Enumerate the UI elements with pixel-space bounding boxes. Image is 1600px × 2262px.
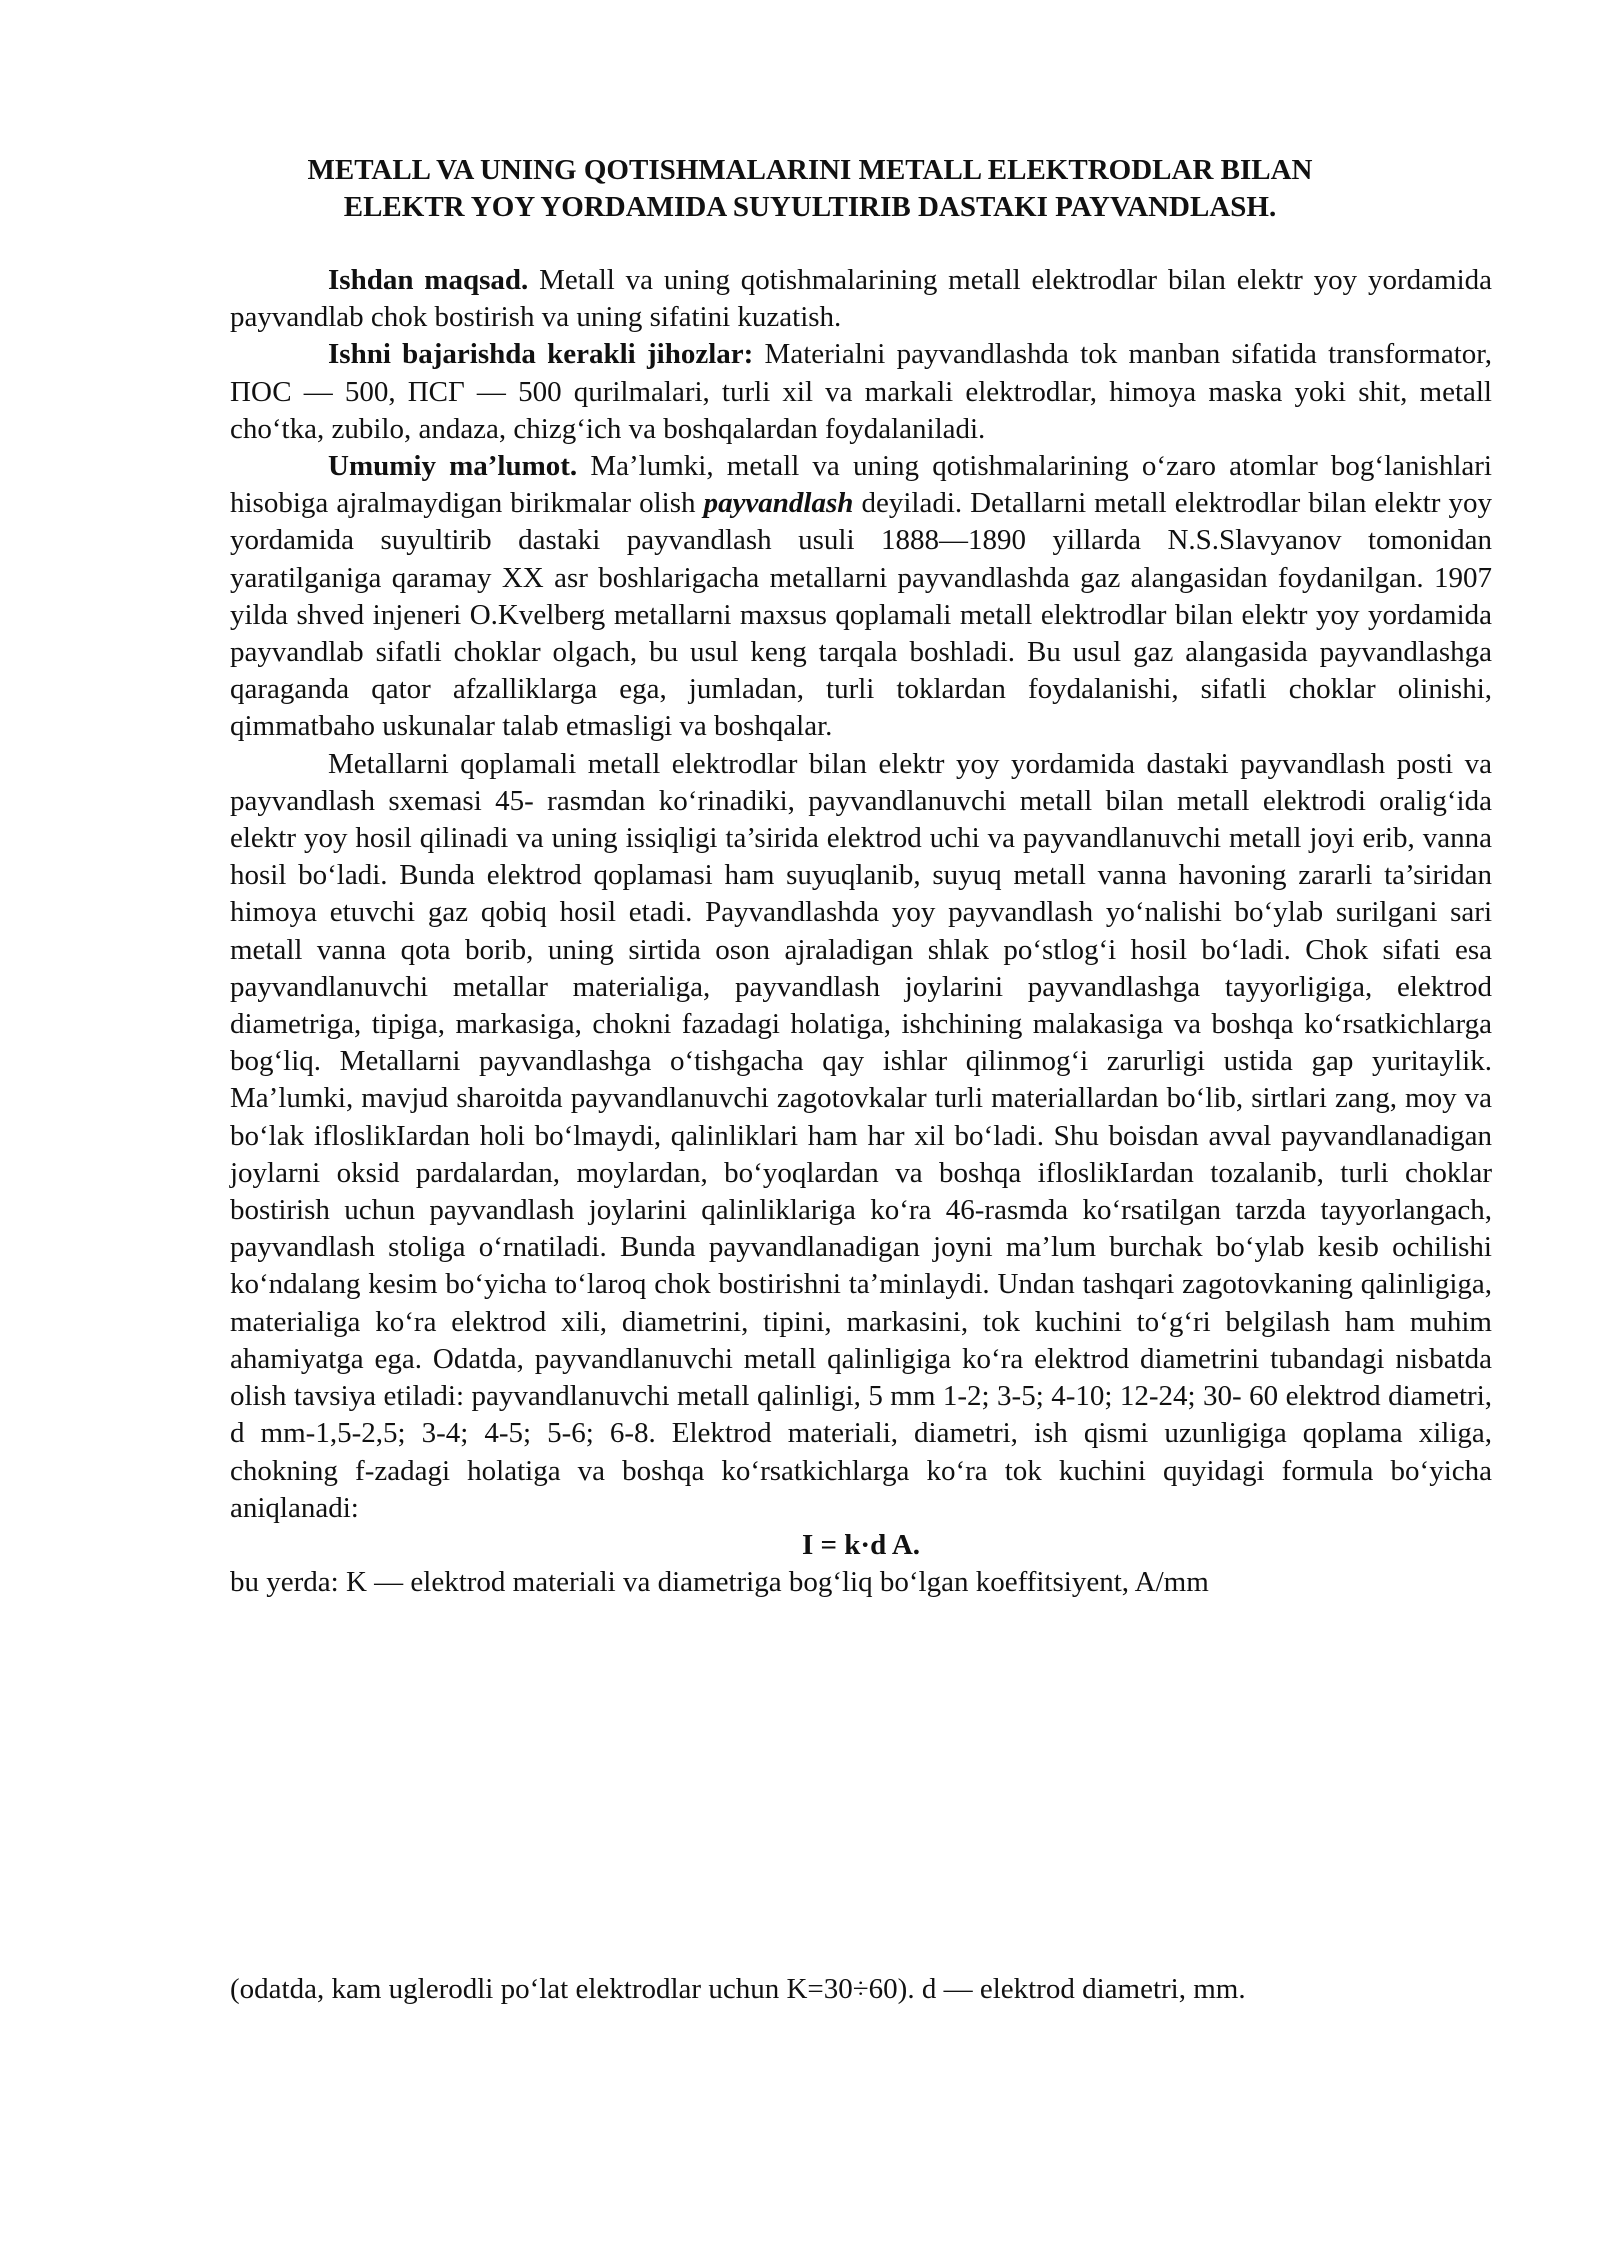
main-paragraph: Metallarni qoplamali metall elektrodlar bilan elektr yoy yordamida dastaki payvandlash posti va payvandlash sxemasi 45- rasmdan ko‘rinadiki, payvandlanuvchi metall bilan metall elektrodi oralig‘ida elektr yoy hosil qilinadi va uning issiqligi ta’sirida elektrod uchi va payvandlanuvchi metall joyi erib, vanna hosil bo‘ladi. Bunda elektrod qoplamasi ham suyuqlanib, suyuq metall vanna havoning zararli ta’siridan himoya etuvchi gaz qobiq hosil etadi. Payvandlashda yoy payvandlash yo‘nalishi bo‘ylab surilgani sari metall vanna qota borib, uning sirtida oson ajraladigan shlak po‘stlog‘i hosil bo‘ladi. Chok sifati esa payvandlanuvchi metallar materialiga, payvandlash joylarini payvandlashga tayyorligiga, elektrod diametriga, tipiga, markasiga, chokni fazadagi holatiga, ishchining malakasiga va boshqa ko‘rsatkichlarga bog‘liq. Metallarni payvandlashga o‘tishgacha qay ishlar qilinmog‘i zarurligi ustida gap yuritaylik. Ma’lumki, mavjud sharoitda payvandlanuvchi zagotovkalar turli materiallardan bo‘lib, sirtlari zang, moy va bo‘lak ifloslikIardan holi bo‘lmaydi, qalinliklari ham har xil bo‘ladi. Shu boisdan avval payvandlanadigan joylarni oksid pardalardan, moylardan, bo‘yoqlardan va boshqa ifloslikIardan tozalanib, turli choklar bostirish uchun payvandlash joylarini qalinliklariga ko‘ra 46-rasmda ko‘rsatilgan tarzda tayyorlangach, payvandlash stoliga o‘rnatiladi. Bunda payvandlanadigan joyni ma’lum burchak bo‘ylab kesib ochilishi ko‘ndalang kesim bo‘yicha to‘laroq chok bostirishni ta’minlaydi. Undan tashqari zagotovkaning qalinligiga, materialiga ko‘ra elektrod xili, diametrini, tipini, markasini, tok kuchini to‘g‘ri belgilash ham muhim ahamiyatga ega. Odatda, payvandlanuvchi metall qalinligiga ko‘ra elektrod diametrini tubandagi nisbatda olish tavsiya etiladi: payvandlanuvchi metall qalinligi, 5 mm 1-2; 3-5; 4-10; 12-24; 30- 60 elektrod diametri, d mm-1,5-2,5; 3-4; 4-5; 5-6; 6-8. Elektrod materiali, diametri, ish qismi uzunligiga qoplama xiliga, chokning f-zadagi holatiga va boshqa ko‘rsatkichlarga ko‘ra tok kuchini quyidagi formula bo‘yicha aniqlanadi:	[230, 747, 1492, 1524]
title-line-1: METALL VA UNING QOTISHMALARINI METALL ELEKTRODLAR BILAN	[307, 154, 1313, 186]
general-info-text-2: deyiladi. Detallarni metall elektrodlar bilan elektr yoy yordamida suyultirib dastaki payvandlash usuli 1888—1890 yillarda N.S.Slavyanov tomonidan yaratilganiga qaramay XX asr boshlarigacha metallarni payvandlashda gaz alangasidan foydanilgan. 1907 yilda shved injeneri O.Kvelberg metallarni maxsus qoplamali metall elektrodlar bilan elektr yoy yordamida payvandlab sifatli choklar olgach, bu usul keng tarqala boshladi. Bu usul gaz alangasida payvandlashga qaraganda qator afzalliklarga ega, jumladan, turli toklardan foydalanishi, sifatli choklar olinishi, qimmatbaho uskunalar talab etmasligi va boshqalar.	[230, 487, 1492, 743]
formula-explanation: bu yerda: K — elektrod materiali va diametriga bog‘liq bo‘lgan koeffitsiyent, A/mm	[230, 1566, 1209, 1599]
aim-label: Ishdan maqsad.	[328, 264, 529, 296]
formula-note: (odatda, kam uglerodli po‘lat elektrodlar uchun K=30÷60). d — elektrod diametri, mm.	[230, 1973, 1246, 2005]
document-body	[230, 262, 1565, 1601]
title-line-2: ELEKTR YOY YORDAMIDA SUYULTIRIB DASTAKI PAYVANDLASH.	[343, 191, 1277, 223]
equipment-text: Materialni payvandlashda tok manban sifatida transformator, ПОС — 500, ПСГ — 500 qurilmalari, turli xil va markali elektrodlar, himoya maska yoki shit, metall cho‘tka, zubilo, andaza, chizg‘ich va boshqalardan foydalaniladi.	[230, 338, 1565, 445]
aim-text: Metall va uning qotishmalarining metall elektrodlar bilan elektr yoy yordamida payvandlab chok bostirish va uning sifatini kuzatish.	[230, 264, 1493, 334]
definition-term: payvandlash	[703, 487, 854, 520]
general-info-paragraph	[230, 448, 1492, 746]
current-formula: I = k·d A.	[801, 1528, 921, 1561]
document-title	[230, 152, 1390, 226]
aim-paragraph	[230, 262, 1492, 336]
equipment-paragraph	[230, 336, 1565, 448]
equipment-label: Ishni bajarishda kerakli jihozlar:	[328, 338, 754, 371]
general-info-label: Umumiy ma’lumot.	[328, 450, 578, 483]
general-info-text-1: Ma’lumki, metall va uning qotishmalarining o‘zaro atomlar bog‘lanishlari hisobiga ajralmaydigan birikmalar olish	[230, 450, 1492, 520]
